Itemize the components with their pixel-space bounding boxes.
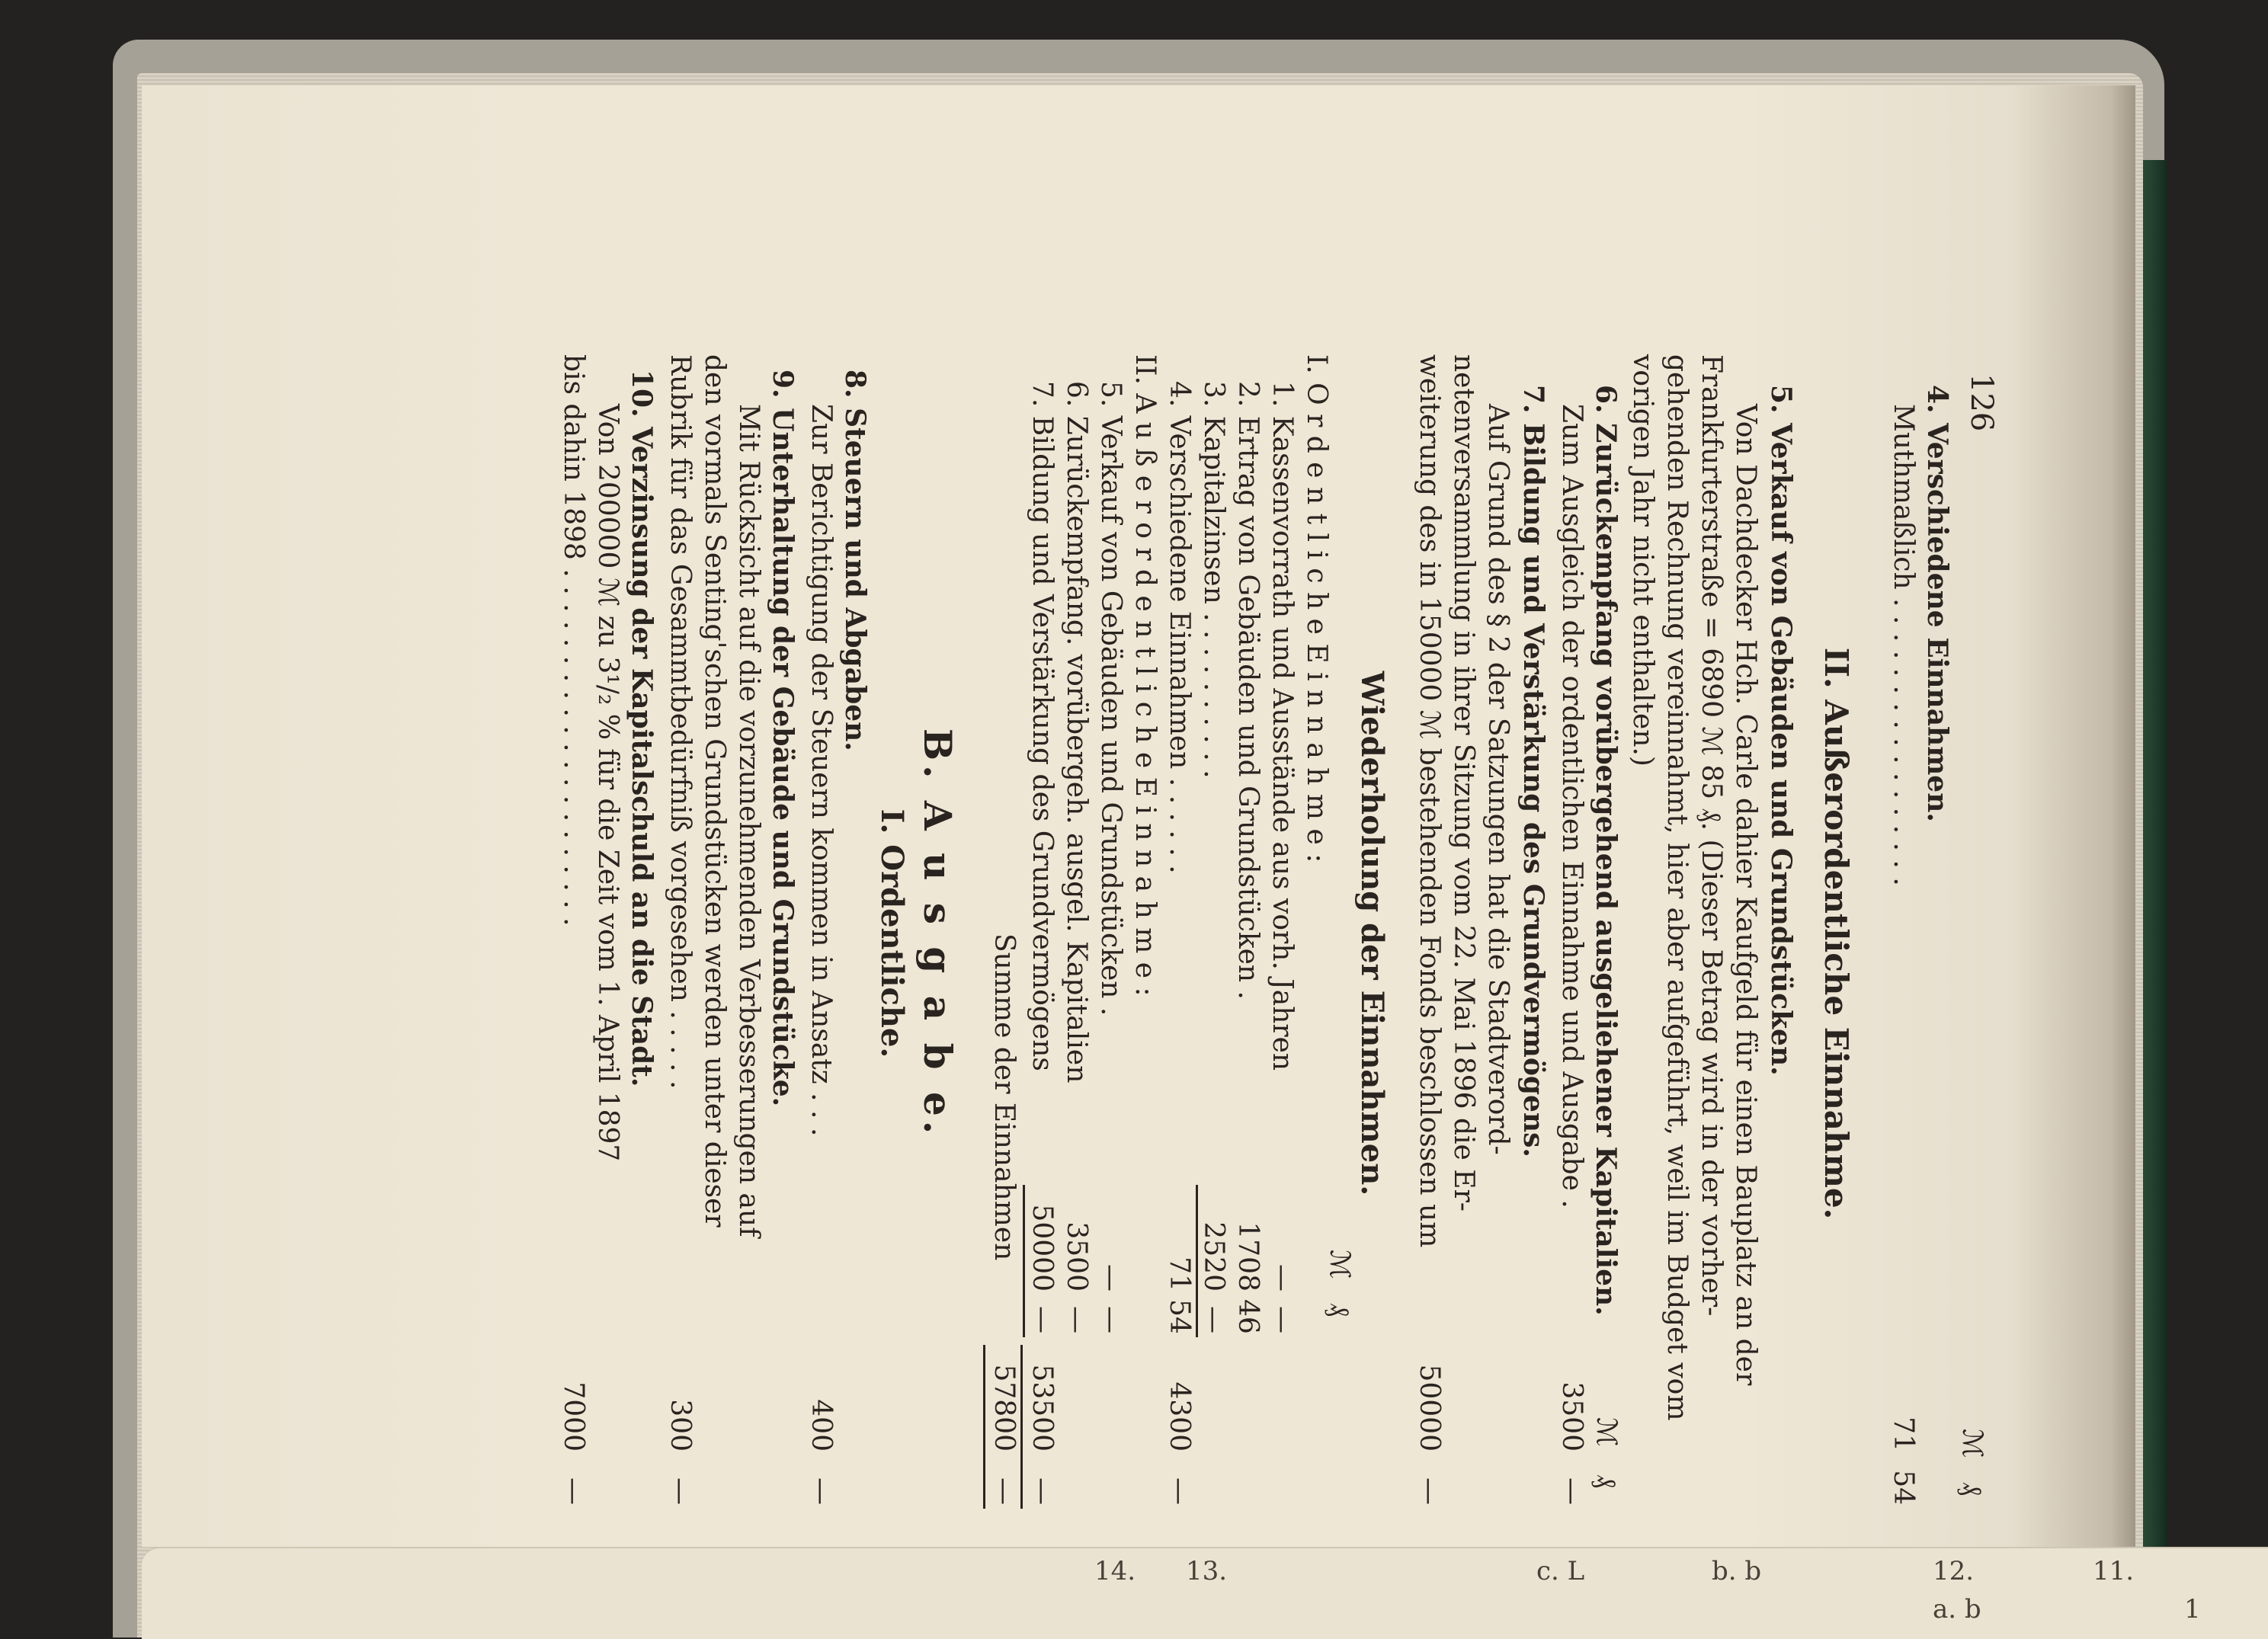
section-8-pf: — <box>806 1477 837 1505</box>
section-8-label: 8. Steuern und Abgaben. <box>839 370 871 751</box>
recap-row-mark: 1708 <box>1232 1221 1264 1292</box>
subtotal-rule <box>1196 1185 1198 1337</box>
recap-total-pf: — <box>988 1477 1020 1505</box>
section-6-mark: 3500 <box>1556 1381 1587 1452</box>
recap-row-pf: 46 <box>1232 1299 1264 1334</box>
recap-ausserordentliche-label: II. A u ß e r o r d e n t l i c h e E i n n a h m e : <box>1129 354 1161 997</box>
recap-total-label: Summe der Einnahmen <box>988 933 1020 1261</box>
section-7-label: 7. Bildung und Verstärkung des Grundvermögens. <box>1517 385 1549 1157</box>
section-9-pf: — <box>665 1477 696 1505</box>
facing-fragment: a. b <box>1933 1594 1981 1625</box>
recap-row-pf: 54 <box>1164 1299 1195 1334</box>
section-8-mark: 400 <box>806 1399 837 1452</box>
section-5-label: 5. Verkauf von Gebäuden und Grundstücken. <box>1765 385 1797 1076</box>
recap-row-pf: — <box>1027 1306 1058 1333</box>
total-rule <box>983 1345 985 1509</box>
section-10-label: 10. Verzinsung der Kapitalschuld an die Stadt. <box>626 370 658 1087</box>
section-4-label: 4. Verschiedene Einnahmen. <box>1921 385 1953 822</box>
section-7-para: Auf Grund des § 2 der Satzungen hat die Stadtverord- <box>1482 404 1514 1155</box>
recap-row-label: 1. Kassenvorrath und Ausstände aus vorh. Jahren <box>1267 381 1298 1071</box>
section-9-mark: 300 <box>665 1399 696 1452</box>
unit-mark: ℳ <box>1324 1250 1355 1279</box>
section-6-line: Zum Ausgleich der ordentlichen Einnahme und Ausgabe . <box>1556 404 1587 1208</box>
section-5-para: Frankfurterstraße = 6890 ℳ 85 ₰. (Dieser Betrag wird in der vorher- <box>1696 354 1727 1317</box>
recap-row-pf: — <box>1267 1306 1298 1333</box>
unit-mark: ℳ <box>1956 1429 1988 1458</box>
facing-fragment: 11. <box>2093 1556 2135 1586</box>
recap-subtotal-2-mark: 53500 <box>1027 1364 1058 1452</box>
section-9-para: Mit Rücksicht auf die vorzunehmenden Verbesserungen auf <box>733 404 764 1237</box>
recap-total-mark: 57800 <box>988 1364 1020 1452</box>
section-10-pf: — <box>558 1477 589 1505</box>
recap-row-mark: 71 <box>1164 1256 1195 1292</box>
section-6-label: 6. Zurückempfang vorübergehend ausgeliehener Kapitalien. <box>1590 385 1622 1316</box>
facing-fragment: 13. <box>1186 1556 1228 1586</box>
heading-ausgabe-ordentliche: I. Ordentliche. <box>874 808 910 1058</box>
recap-row-label: 7. Bildung und Verstärkung des Grundvermögens <box>1027 381 1058 1071</box>
recap-subtotal-2-pf: — <box>1027 1477 1058 1505</box>
section-8-line: Zur Berichtigung der Steuern kommen in Ansatz . . . <box>806 404 837 1137</box>
unit-pfennig: ₰ <box>1324 1303 1355 1317</box>
page-number: 126 <box>1964 373 1999 432</box>
recap-row-pf: — <box>1095 1306 1126 1333</box>
section-4-pf: 54 <box>1888 1470 1919 1505</box>
section-10-para: bis dahin 1898 . . . . . . . . . . . . . . . . . . . . . <box>558 354 589 927</box>
recap-row-mark: — <box>1095 1264 1126 1292</box>
section-10-para: Von 200000 ℳ zu 3¹/₂ % für die Zeit vom 1. April 1897 <box>592 404 623 1162</box>
heading-ausgabe: B. A u s g a b e. <box>915 728 960 1139</box>
section-10-mark: 7000 <box>558 1381 589 1452</box>
heading-wiederholung: Wiederholung der Einnahmen. <box>1354 671 1390 1196</box>
facing-page <box>142 1547 2268 1639</box>
section-9-para: den vormals Senting'schen Grundstücken werden unter dieser <box>699 354 730 1228</box>
section-5-para: Von Dachdecker Hch. Carle dahier Kaufgeld für einen Bauplatz an der <box>1730 404 1761 1386</box>
recap-row-label: 3. Kapitalzinsen . . . . . . . . . . <box>1198 381 1229 779</box>
section-6-pf: — <box>1556 1477 1587 1505</box>
recap-row-pf: — <box>1061 1306 1092 1333</box>
section-7-mark: 50000 <box>1414 1364 1445 1452</box>
facing-fragment: 14. <box>1094 1556 1136 1586</box>
recap-row-mark: 3500 <box>1061 1221 1092 1292</box>
recap-row-pf: — <box>1198 1306 1229 1333</box>
section-5-para: gehenden Rechnung vereinnahmt, hier aber aufgeführt, weil im Budget vom <box>1661 354 1693 1421</box>
recap-subtotal-1-pf: — <box>1164 1477 1195 1505</box>
section-9-label: 9. Unterhaltung der Gebäude und Grundstücke. <box>767 370 799 1107</box>
section-4-line: Muthmaßlich . . . . . . . . . . . . . . . . . <box>1888 404 1919 886</box>
recap-subtotal-1-mark: 4300 <box>1164 1381 1195 1452</box>
recap-row-label: 4. Verschiedene Einnahmen . . . . . . <box>1164 381 1195 874</box>
section-4-mark: 71 <box>1888 1417 1919 1452</box>
recap-row-label: 5. Verkauf von Gebäuden und Grundstücken . <box>1095 381 1126 1016</box>
facing-fragment: b. b <box>1712 1556 1762 1586</box>
page-text <box>297 354 1997 1513</box>
heading-ausserordentliche: II. Außerordentliche Einnahme. <box>1818 647 1855 1220</box>
recap-row-mark: 2520 <box>1198 1221 1229 1292</box>
section-5-para: vorigen Jahr nicht enthalten.) <box>1627 354 1658 767</box>
section-7-para: weiterung des in 150000 ℳ bestehenden Fonds beschlossen um <box>1414 354 1445 1248</box>
book-spine-edge <box>2141 160 2167 1608</box>
recap-row-mark: — <box>1267 1264 1298 1292</box>
facing-fragment: 12. <box>1933 1556 1975 1586</box>
section-9-para: Rubrik für das Gesammtbedürfniß vorgesehen . . . . . <box>665 354 696 1090</box>
page-gutter-shadow <box>2012 85 2135 1547</box>
recap-row-mark: 50000 <box>1027 1204 1058 1292</box>
unit-pfennig: ₰ <box>1956 1482 1988 1496</box>
facing-page-fragments <box>142 1548 2268 1639</box>
recap-row-label: 6. Zurückempfang. vorübergeh. ausgel. Kapitalien <box>1061 381 1092 1084</box>
unit-pfennig: ₰ <box>1590 1474 1622 1488</box>
facing-fragment: 1 <box>2184 1594 2201 1625</box>
recap-ordentliche-label: I. O r d e n t l i c h e E i n n a h m e : <box>1301 354 1332 863</box>
unit-mark: ℳ <box>1590 1417 1622 1447</box>
section-7-para: netenversammlung in ihrer Sitzung vom 22. Mai 1896 die Er- <box>1448 354 1479 1212</box>
section-7-pf: — <box>1414 1477 1445 1505</box>
recap-row-label: 2. Ertrag von Gebäuden und Grundstücken . <box>1232 381 1264 1000</box>
total-rule <box>1020 1345 1023 1509</box>
facing-fragment: c. L <box>1536 1556 1585 1586</box>
subtotal-rule <box>1023 1185 1025 1337</box>
